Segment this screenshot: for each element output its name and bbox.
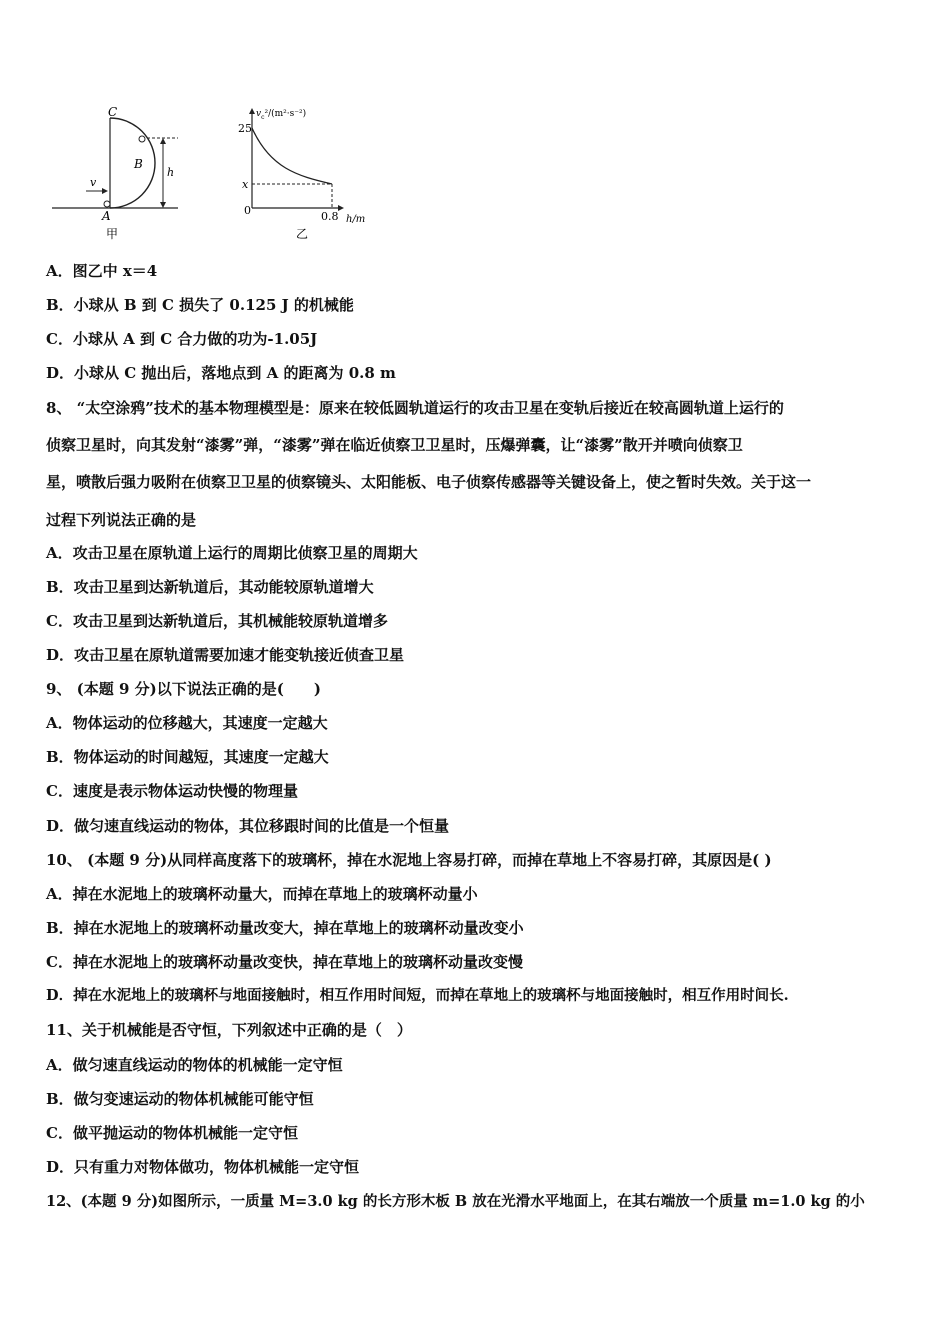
q9-option-b: B．物体运动的时间越短，其速度一定越大 — [46, 748, 329, 766]
q8-stem-line-3: 星，喷散后强力吸附在侦察卫卫星的侦察镜头、太阳能板、电子侦察传感器等关键设备上，使之暂时失效。关于这一 — [46, 473, 812, 491]
caption-yi: 乙 — [296, 227, 309, 241]
q8-option-a: A．攻击卫星在原轨道上运行的周期比侦察卫星的周期大 — [46, 544, 418, 562]
q8-stem-line-2: 侦察卫星时，向其发射“漆雾”弹，“漆雾”弹在临近侦察卫卫星时，压爆弹囊，让“漆雾”散开并喷向侦察卫 — [46, 436, 743, 454]
q10-stem: 10、 (本题 9 分)从同样高度落下的玻璃杯，掉在水泥地上容易打碎，而掉在草地上不容易打碎，其原因是( ) — [46, 851, 772, 869]
q11-option-c: C．做平抛运动的物体机械能一定守恒 — [46, 1124, 298, 1142]
ball-a — [104, 201, 110, 207]
v-arrow-head — [102, 188, 108, 194]
label-c: C — [108, 105, 118, 119]
q11-stem: 11、关于机械能是否守恒，下列叙述中正确的是（ ） — [46, 1021, 412, 1039]
y-axis-label: $v_c^2/(m^2\cdot s^{-2})$ — [256, 109, 307, 121]
q7-option-a: A．图乙中 x＝4 — [46, 262, 158, 280]
q10-option-b: B．掉在水泥地上的玻璃杯动量改变大，掉在草地上的玻璃杯动量改变小 — [46, 919, 524, 937]
q7-option-d: D．小球从 C 抛出后，落地点到 A 的距离为 0.8 m — [46, 364, 396, 382]
q8-option-d: D．攻击卫星在原轨道需要加速才能变轨接近侦查卫星 — [46, 646, 405, 664]
y-tick-25: 25 — [238, 122, 252, 135]
origin-label: 0 — [244, 204, 251, 217]
q8-option-b: B．攻击卫星到达新轨道后，其动能较原轨道增大 — [46, 578, 374, 596]
h-arrow-down — [160, 202, 166, 208]
q10-option-a: A．掉在水泥地上的玻璃杯动量大，而掉在草地上的玻璃杯动量小 — [46, 885, 478, 903]
q9-option-d: D．做匀速直线运动的物体，其位移跟时间的比值是一个恒量 — [46, 817, 450, 835]
q8-stem-line-1: 8、 “太空涂鸦”技术的基本物理模型是：原来在较低圆轨道运行的攻击卫星在变轨后接近在较高圆轨道上运行的 — [46, 399, 784, 417]
q9-option-a: A．物体运动的位移越大，其速度一定越大 — [46, 714, 328, 732]
q9-option-c: C．速度是表示物体运动快慢的物理量 — [46, 782, 298, 800]
ball-b — [139, 136, 145, 142]
q11-option-d: D．只有重力对物体做功，物体机械能一定守恒 — [46, 1158, 360, 1176]
label-b: B — [134, 157, 143, 171]
q7-option-b: B．小球从 B 到 C 损失了 0.125 J 的机械能 — [46, 296, 354, 314]
semicircle-track — [110, 118, 155, 208]
y-axis-arrow — [249, 108, 255, 114]
y-tick-x: x — [242, 178, 249, 191]
q8-stem-line-4: 过程下列说法正确的是 — [46, 511, 197, 529]
q8-option-c: C．攻击卫星到达新轨道后，其机械能较原轨道增多 — [46, 612, 388, 630]
figure-yi — [232, 104, 382, 244]
x-axis-arrow — [338, 205, 344, 211]
q12-stem: 12、(本题 9 分)如图所示，一质量 M=3.0 kg 的长方形木板 B 放在光滑水平地面上，在其右端放一个质量 m=1.0 kg 的小 — [46, 1193, 865, 1210]
figure-jia — [48, 104, 188, 244]
q11-option-a: A．做匀速直线运动的物体的机械能一定守恒 — [46, 1056, 343, 1074]
x-tick-08: 0.8 — [321, 210, 339, 223]
data-curve — [252, 128, 332, 184]
q10-option-d: D．掉在水泥地上的玻璃杯与地面接触时，相互作用时间短，而掉在草地上的玻璃杯与地面接触时，相互作用时间长. — [46, 987, 789, 1004]
label-v: v — [90, 176, 97, 189]
x-axis-label: h/m — [346, 214, 366, 225]
label-h: h — [167, 166, 175, 179]
q7-option-c: C．小球从 A 到 C 合力做的功为-1.05J — [46, 330, 318, 348]
q11-option-b: B．做匀变速运动的物体机械能可能守恒 — [46, 1090, 314, 1108]
caption-jia: 甲 — [106, 227, 119, 241]
h-arrow-up — [160, 138, 166, 144]
label-a: A — [102, 209, 111, 223]
q10-option-c: C．掉在水泥地上的玻璃杯动量改变快，掉在草地上的玻璃杯动量改变慢 — [46, 953, 523, 971]
q9-stem: 9、 (本题 9 分)以下说法正确的是( ) — [46, 680, 321, 698]
